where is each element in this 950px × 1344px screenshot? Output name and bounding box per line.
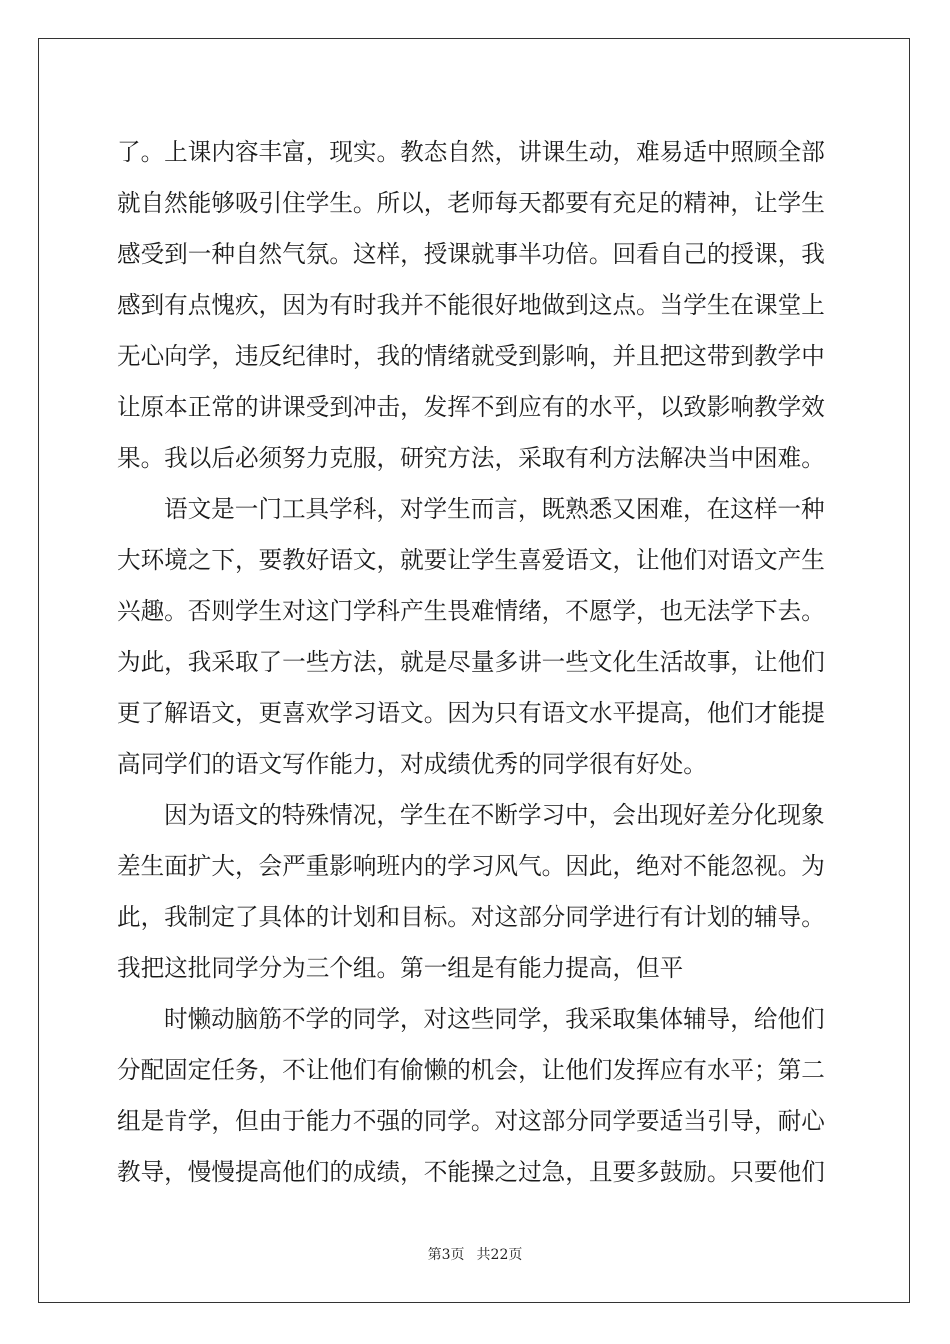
text-line: 分配固定任务，不让他们有偷懒的机会，让他们发挥应有水平；第二: [117, 1056, 825, 1084]
page-number: 第3页: [427, 1247, 465, 1263]
text-line: 兴趣。否则学生对这门学科产生畏难情绪，不愿学，也无法学下去。: [117, 597, 825, 625]
text-line: 大环境之下，要教好语文，就要让学生喜爱语文，让他们对语文产生: [117, 546, 825, 574]
paragraph-1: [117, 127, 837, 484]
paragraph-3: [117, 790, 837, 994]
text-line: 感受到一种自然气氛。这样，授课就事半功倍。回看自己的授课，我: [117, 240, 825, 268]
text-line: 此，我制定了具体的计划和目标。对这部分同学进行有计划的辅导。: [117, 903, 825, 931]
text-line: 我把这批同学分为三个组。第一组是有能力提高，但平: [117, 954, 684, 982]
text-line: 组是肯学，但由于能力不强的同学。对这部分同学要适当引导，耐心: [117, 1107, 825, 1135]
page-footer: [0, 1244, 950, 1264]
text-line: 更了解语文，更喜欢学习语文。因为只有语文水平提高，他们才能提: [117, 699, 825, 727]
paragraph-2: [117, 484, 837, 790]
text-line: 为此，我采取了一些方法，就是尽量多讲一些文化生活故事，让他们: [117, 648, 825, 676]
text-line: 就自然能够吸引住学生。所以，老师每天都要有充足的精神，让学生: [117, 189, 825, 217]
text-line: 让原本正常的讲课受到冲击，发挥不到应有的水平，以致影响教学效: [117, 393, 825, 421]
document-body: [117, 127, 837, 1198]
text-line: 教导，慢慢提高他们的成绩，不能操之过急，且要多鼓励。只要他们: [117, 1158, 825, 1186]
paragraph-4: [117, 994, 837, 1198]
text-line: 语文是一门工具学科，对学生而言，既熟悉又困难，在这样一种: [164, 495, 825, 523]
page-total: 共22页: [476, 1247, 523, 1263]
text-line: 时懒动脑筋不学的同学，对这些同学，我采取集体辅导，给他们: [164, 1005, 825, 1033]
text-line: 无心向学，违反纪律时，我的情绪就受到影响，并且把这带到教学中: [117, 342, 825, 370]
text-line: 了。上课内容丰富，现实。教态自然，讲课生动，难易适中照顾全部: [117, 138, 825, 166]
text-line: 差生面扩大，会严重影响班内的学习风气。因此，绝对不能忽视。为: [117, 852, 825, 880]
text-line: 感到有点愧疚，因为有时我并不能很好地做到这点。当学生在课堂上: [117, 291, 825, 319]
text-line: 果。我以后必须努力克服，研究方法，采取有利方法解决当中困难。: [117, 444, 825, 472]
text-line: 高同学们的语文写作能力，对成绩优秀的同学很有好处。: [117, 750, 707, 778]
text-line: 因为语文的特殊情况，学生在不断学习中，会出现好差分化现象: [164, 801, 825, 829]
